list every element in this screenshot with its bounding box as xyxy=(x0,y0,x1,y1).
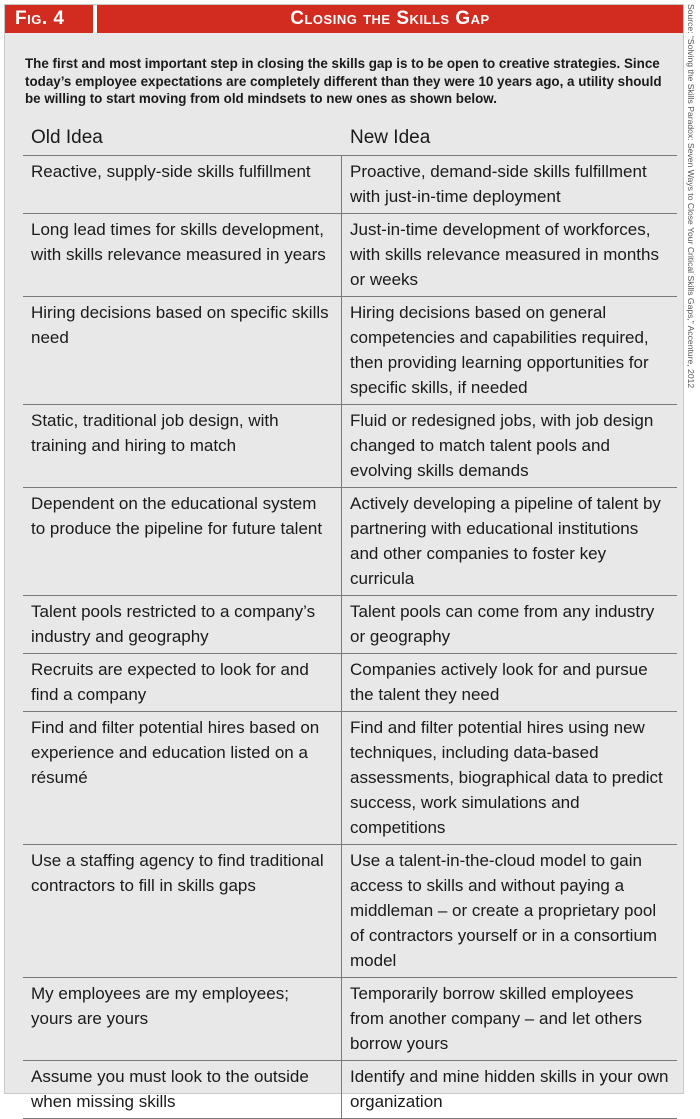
old-idea-cell: Static, traditional job design, with training and hiring to match xyxy=(23,405,342,487)
new-idea-cell: Proactive, demand-side skills fulfillment with just-in-time deployment xyxy=(350,162,647,206)
old-idea-cell: Find and filter potential hires based on experience and education listed on a résumé xyxy=(23,712,342,844)
new-idea-cell: Find and filter potential hires using new techniques, including data-based assessments, biographical data to predict success, work simulations and competitions xyxy=(350,718,663,837)
new-idea-cell: Actively developing a pipeline of talent by partnering with educational institutions and other companies to foster key curricula xyxy=(350,494,661,588)
table-row xyxy=(23,978,677,1061)
table-row xyxy=(23,405,677,488)
old-idea-cell: Dependent on the educational system to produce the pipeline for future talent xyxy=(23,488,342,595)
old-idea-cell: My employees are my employees; yours are yours xyxy=(23,978,342,1060)
old-idea-cell: Use a staffing agency to find traditional contractors to fill in skills gaps xyxy=(23,845,342,977)
new-idea-cell: Hiring decisions based on general competencies and capabilities required, then providing learning opportunities for specific skills, if needed xyxy=(350,303,649,397)
table-row xyxy=(23,596,677,654)
ideas-table xyxy=(23,155,677,1119)
table-row xyxy=(23,1061,677,1119)
table-row xyxy=(23,297,677,405)
old-idea-cell: Long lead times for skills development, with skills relevance measured in years xyxy=(23,214,342,296)
new-idea-cell: Temporarily borrow skilled employees from another company – and let others borrow yours xyxy=(350,984,642,1053)
intro-paragraph: The first and most important step in closing the skills gap is to be open to creative strategies. Since today’s employee expectations are completely different than they were 10 years ago, a utility should be willing to start moving from old mindsets to new ones as shown below. xyxy=(25,56,662,106)
old-idea-cell: Hiring decisions based on specific skills need xyxy=(23,297,342,404)
figure-label: Fig. 4 xyxy=(5,5,93,33)
table-row xyxy=(23,488,677,596)
source-credit xyxy=(686,4,698,704)
figure-panel xyxy=(4,4,684,1111)
new-idea-cell: Fluid or redesigned jobs, with job design changed to match talent pools and evolving skills demands xyxy=(350,411,654,480)
old-idea-cell: Reactive, supply-side skills fulfillment xyxy=(23,156,342,213)
source-credit-text: Source: “Solving the Skills Paradox: Seven Ways to Close Your Critical Skills Gaps,” Accenture, 2012 xyxy=(686,4,696,389)
column-header-new-idea: New Idea xyxy=(350,127,431,148)
figure-header xyxy=(5,5,683,33)
old-idea-cell: Talent pools restricted to a company’s industry and geography xyxy=(23,596,342,653)
table-row xyxy=(23,214,677,297)
new-idea-cell: Companies actively look for and pursue the talent they need xyxy=(350,660,648,704)
new-idea-cell: Talent pools can come from any industry or geography xyxy=(350,602,655,646)
table-row xyxy=(23,654,677,712)
column-header-old-idea: Old Idea xyxy=(31,127,103,148)
figure-title: Closing the Skills Gap xyxy=(97,5,683,33)
table-row xyxy=(23,712,677,845)
new-idea-cell: Identify and mine hidden skills in your own organization xyxy=(350,1067,669,1111)
old-idea-cell: Assume you must look to the outside when missing skills xyxy=(23,1061,342,1118)
table-row xyxy=(23,845,677,978)
new-idea-cell: Use a talent-in-the-cloud model to gain access to skills and without paying a middleman – or create a proprietary pool of contractors yourself or in a consortium model xyxy=(350,851,658,970)
new-idea-cell: Just-in-time development of workforces, with skills relevance measured in months or weeks xyxy=(350,220,659,289)
old-idea-cell: Recruits are expected to look for and find a company xyxy=(23,654,342,711)
table-row xyxy=(23,156,677,214)
